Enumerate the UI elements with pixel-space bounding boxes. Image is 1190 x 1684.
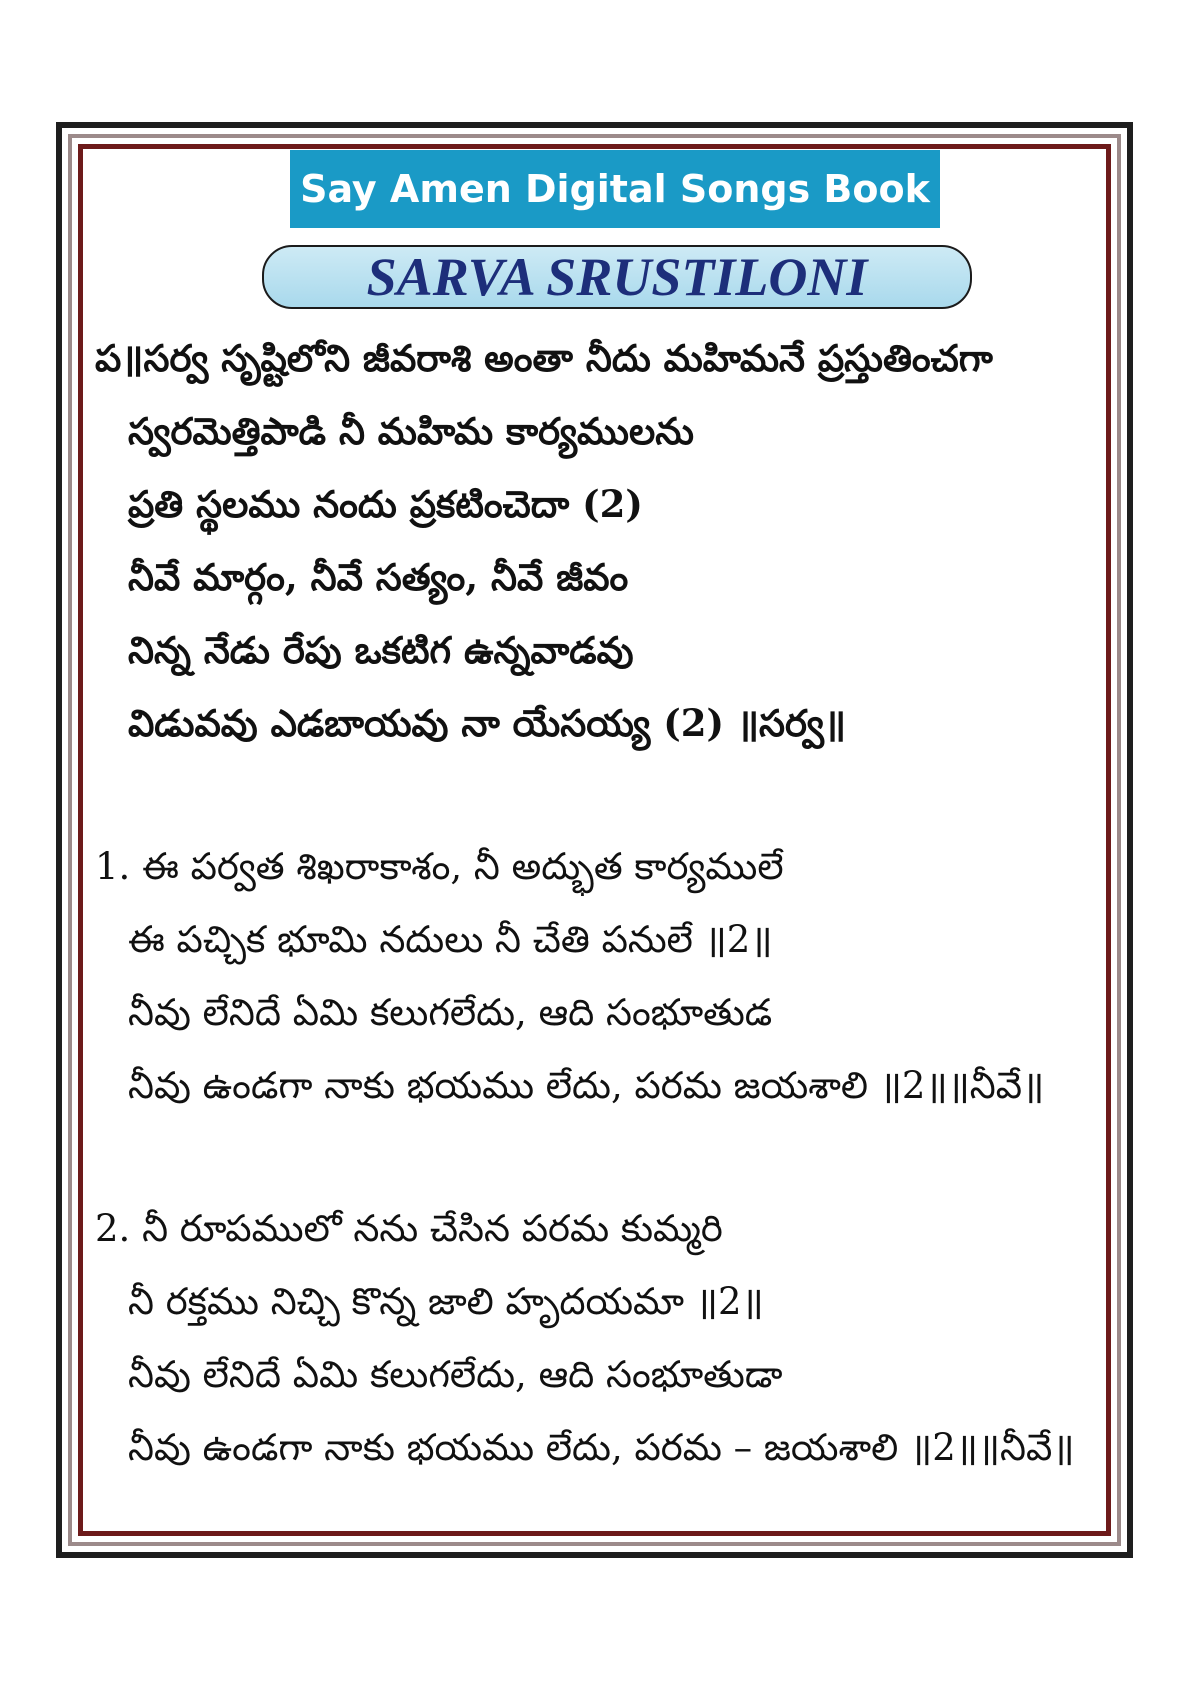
song-title-box xyxy=(262,245,972,309)
book-banner: Say Amen Digital Songs Book xyxy=(290,150,940,228)
stanza2-line-2: నీ రక్తము నిచ్చి కొన్న జాలి హృదయమా ॥2॥ xyxy=(128,1280,764,1323)
pallavi-line-3: ప్రతి స్థలము నందు ప్రకటించెదా (2) xyxy=(128,482,643,526)
stanza2-line-1: 2. నీ రూపములో నను చేసిన పరమ కుమ్మరి xyxy=(95,1207,723,1250)
pallavi-line-5: నిన్న నేడు రేపు ఒకటిగ ఉన్నవాడవు xyxy=(128,628,634,672)
song-title: SARVA SRUSTILONI xyxy=(366,247,868,307)
stanza1-line-3: నీవు లేనిదే ఏమి కలుగలేదు, ఆది సంభూతుడ xyxy=(128,991,773,1034)
stanza1-line-1: 1. ఈ పర్వత శిఖరాకాశం, నీ అద్భుత కార్యములే xyxy=(95,845,784,888)
stanza1-line-2: ఈ పచ్చిక భూమి నదులు నీ చేతి పనులే ॥2॥ xyxy=(128,918,773,961)
pallavi-line-4: నీవే మార్గం, నీవే సత్యం, నీవే జీవం xyxy=(128,555,629,599)
pallavi-line-2: స్వరమెత్తిపాడి నీ మహిమ కార్యములను xyxy=(128,409,694,453)
pallavi-line-1: ప॥సర్వ సృష్టిలోని జీవరాశి అంతా నీదు మహిమనే ప్రస్తుతించగా xyxy=(95,336,993,380)
stanza2-line-3: నీవు లేనిదే ఏమి కలుగలేదు, ఆది సంభూతుడా xyxy=(128,1353,783,1396)
stanza2-line-4: నీవు ఉండగా నాకు భయము లేదు, పరమ – జయశాలి ॥2॥॥నీవే॥ xyxy=(128,1426,1075,1469)
pallavi-line-6: విడువవు ఎడబాయవు నా యేసయ్య (2) ॥సర్వ॥ xyxy=(128,701,847,745)
stanza1-line-4: నీవు ఉండగా నాకు భయము లేదు, పరమ జయశాలి ॥2॥॥నీవే॥ xyxy=(128,1064,1045,1107)
